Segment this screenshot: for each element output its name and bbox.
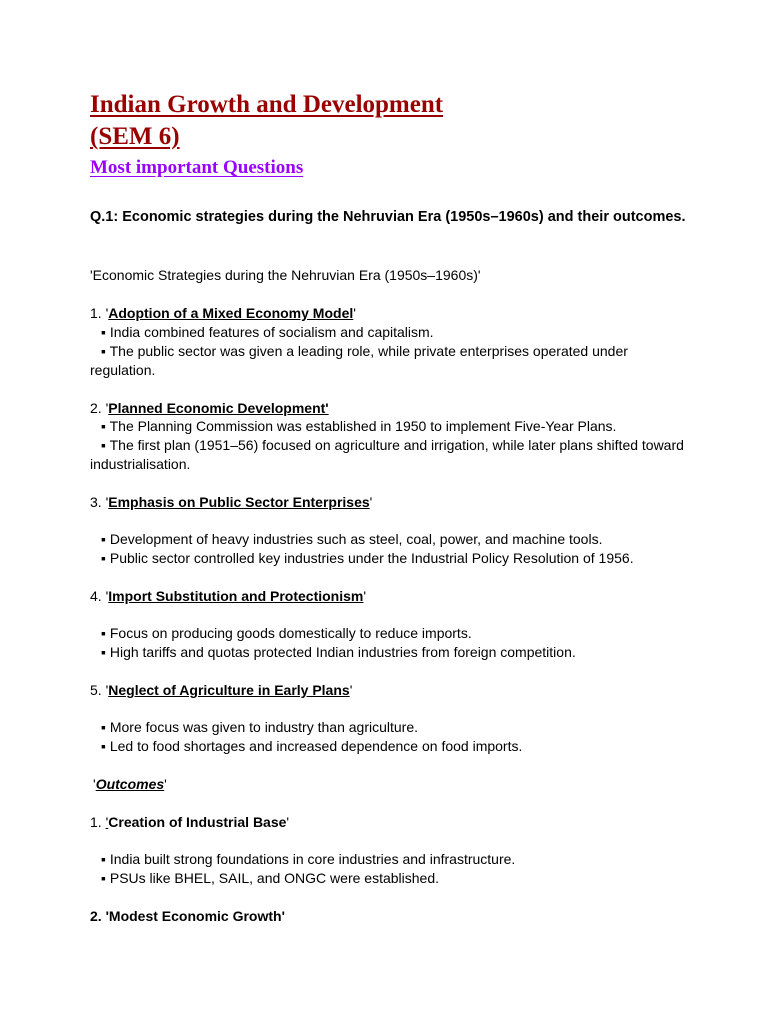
bullet-item: ▪ PSUs like BHEL, SAIL, and ONGC were established. [101, 870, 439, 886]
outcome-number: 2. [90, 908, 102, 924]
section-label: Import Substitution and Protectionism [108, 588, 364, 604]
section-label: Planned Economic Development' [108, 400, 329, 416]
section-number: 3. [90, 494, 102, 510]
bullet-item: ▪ India built strong foundations in core industries and infrastructure. [101, 851, 516, 867]
bullet-item: ▪ Public sector controlled key industries under the Industrial Policy Resolution of 1956. [101, 550, 634, 566]
bullet-item: ▪ The first plan (1951–56) focused on agriculture and irrigation, while later plans shifted toward industrialisation. [90, 437, 684, 472]
bullet-item: ▪ Development of heavy industries such as steel, coal, power, and machine tools. [101, 531, 603, 547]
document-title: Indian Growth and Development [90, 91, 444, 118]
section-number: 5. [90, 682, 102, 698]
outcome-label: Creation of Industrial Base [108, 814, 287, 830]
question-heading: Q.1: Economic strategies during the Nehruvian Era (1950s–1960s) and their outcomes. [90, 209, 686, 225]
section-label: Adoption of a Mixed Economy Model [108, 305, 354, 321]
intro-line: 'Economic Strategies during the Nehruvian Era (1950s–1960s)' [90, 267, 481, 283]
bullet-item: ▪ The public sector was given a leading role, while private enterprises operated under regulation. [90, 343, 628, 378]
document-subtitle: Most important Questions [90, 157, 304, 178]
bullet-item: ▪ India combined features of socialism and capitalism. [101, 324, 434, 340]
section-heading: 5. 'Neglect of Agriculture in Early Plans' [90, 682, 353, 698]
bullet-item: ▪ The Planning Commission was established in 1950 to implement Five-Year Plans. [101, 418, 617, 434]
bullet-item: ▪ High tariffs and quotas protected Indian industries from foreign competition. [101, 644, 576, 660]
document-title-semester: (SEM 6) [90, 123, 180, 150]
bullet-item: ▪ Led to food shortages and increased dependence on food imports. [101, 738, 523, 754]
outcomes-label: Outcomes [95, 776, 165, 792]
section-label: Emphasis on Public Sector Enterprises [108, 494, 370, 510]
outcomes-heading: 'Outcomes' [93, 776, 167, 792]
section-number: 1. [90, 305, 102, 321]
section-heading: 3. 'Emphasis on Public Sector Enterprises' [90, 494, 373, 510]
section-number: 4. [90, 588, 102, 604]
outcome-label: 'Modest Economic Growth' [105, 908, 285, 924]
outcome-heading: 1. 'Creation of Industrial Base' [90, 814, 290, 830]
section-label: Neglect of Agriculture in Early Plans [108, 682, 350, 698]
section-heading: 2. 'Planned Economic Development' [90, 400, 329, 416]
bullet-item: ▪ More focus was given to industry than agriculture. [101, 719, 419, 735]
bullet-item: ▪ Focus on producing goods domestically to reduce imports. [101, 625, 472, 641]
section-heading: 4. 'Import Substitution and Protectionism' [90, 588, 367, 604]
outcome-heading [90, 907, 285, 926]
section-number: 2. [90, 400, 102, 416]
section-heading: 1. 'Adoption of a Mixed Economy Model' [90, 305, 356, 321]
outcome-number: 1. [90, 814, 102, 830]
